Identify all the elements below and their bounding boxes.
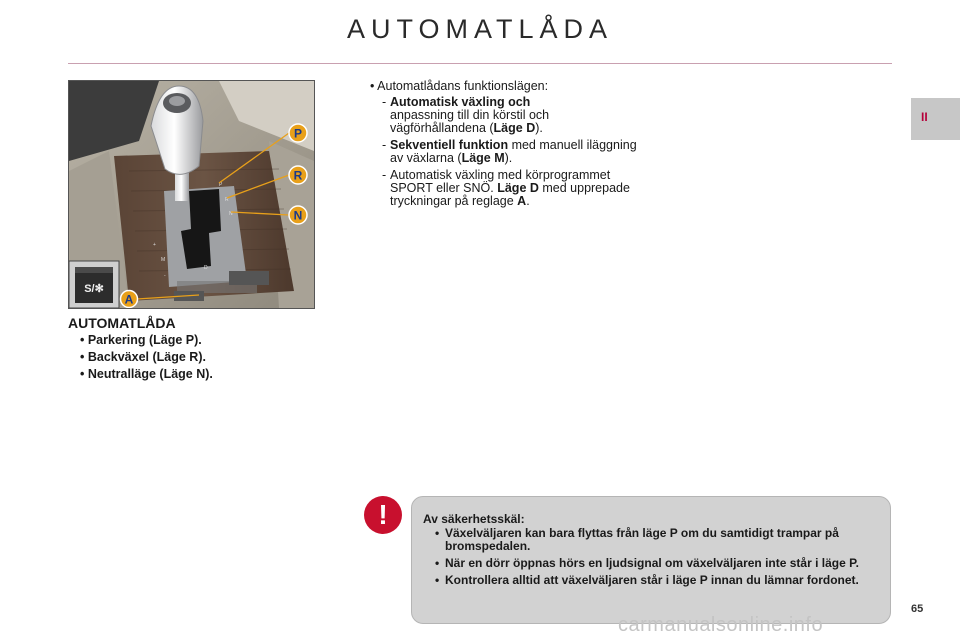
gear-modes-list [80, 332, 213, 383]
mode-item-sport-snow: - Automatisk växling med körprogrammet SPORT eller SNÖ. Läge D med upprepade tryckningar på reglage A. [382, 168, 630, 208]
safety-warning-box [411, 496, 891, 624]
section-heading: AUTOMATLÅDA [68, 315, 176, 331]
watermark: carmanualsonline.info [618, 614, 824, 636]
gate-letter-d: D [204, 265, 208, 271]
list-item: • Neutralläge (Läge N). [80, 367, 213, 381]
page-title: AUTOMATLÅDA [346, 14, 614, 44]
mode-item-text: Automatisk växling med körprogrammet SPORT eller SNÖ. [390, 168, 611, 195]
gate-letter-n: N [229, 211, 233, 217]
callout-a-icon [121, 291, 138, 308]
chapter-tab-label: II [921, 110, 928, 124]
function-modes-section [370, 80, 640, 212]
function-modes-intro: • Automatlådans funktionslägen: [370, 79, 549, 93]
callout-p-icon [289, 124, 307, 142]
gate-letter-p: P [219, 182, 223, 188]
exclamation-icon: ! [364, 496, 402, 534]
mode-item-mode: Läge D [493, 121, 536, 135]
page-number: 65 [911, 603, 924, 615]
inset-button-label: S/✻ [84, 283, 104, 295]
mode-item-control: A [517, 194, 527, 208]
callout-r-icon [289, 166, 307, 184]
list-item: • Backväxel (Läge R). [80, 350, 206, 364]
list-item: • Kontrollera alltid att växelväljaren står i läge P innan du lämnar fordonet. [435, 573, 859, 587]
mode-item-title: Sekventiell funktion [390, 138, 509, 152]
gate-letter-m: M [161, 257, 166, 263]
mode-item-text-end: ). [504, 151, 513, 165]
mode-item-text-end: . [526, 194, 530, 208]
mode-item-text-mid: med upprepade tryckningar på reglage [390, 181, 630, 208]
warning-list [435, 527, 875, 591]
warning-title: Av säkerhetsskäl: [423, 512, 525, 526]
list-item: • Parkering (Läge P). [80, 333, 202, 347]
mode-item-text-end: ). [535, 121, 543, 135]
gate-letter-minus: - [164, 273, 166, 279]
callout-p-label: P [293, 126, 303, 141]
gear-selector-photo [68, 80, 315, 309]
list-item: • När en dörr öppnas hörs en ljudsignal om växelväljaren inte står i läge P. [435, 556, 859, 570]
chapter-tab[interactable] [911, 98, 960, 140]
callout-n-label: N [293, 208, 303, 223]
callout-r-label: R [293, 168, 303, 183]
mode-item-mode: Läge D [497, 181, 539, 195]
gate-letter-r: R [225, 197, 229, 203]
title-divider [68, 63, 892, 64]
mode-item-title: Automatisk växling och [390, 95, 531, 109]
mode-item-mode: Läge M [461, 151, 505, 165]
callout-a-label: A [124, 292, 134, 307]
mode-item-automatic: - Automatisk växling och anpassning till din körstil och vägförhållandena (Läge D). [382, 95, 550, 135]
gear-selector-illustration [69, 81, 314, 308]
gate-letter-plus: + [153, 242, 156, 248]
mode-item-sequential: - Sekventiell funktion med manuell iläggning av växlarna (Läge M). [382, 138, 637, 165]
callout-n-icon [289, 206, 307, 224]
list-item: • Växelväljaren kan bara flyttas från läge P om du samtidigt trampar på bromspedalen. [435, 526, 839, 553]
mode-item-text: anpassning till din körstil och vägförhållandena ( [390, 108, 550, 135]
mode-item-text: med manuell iläggning av växlarna ( [390, 138, 637, 165]
